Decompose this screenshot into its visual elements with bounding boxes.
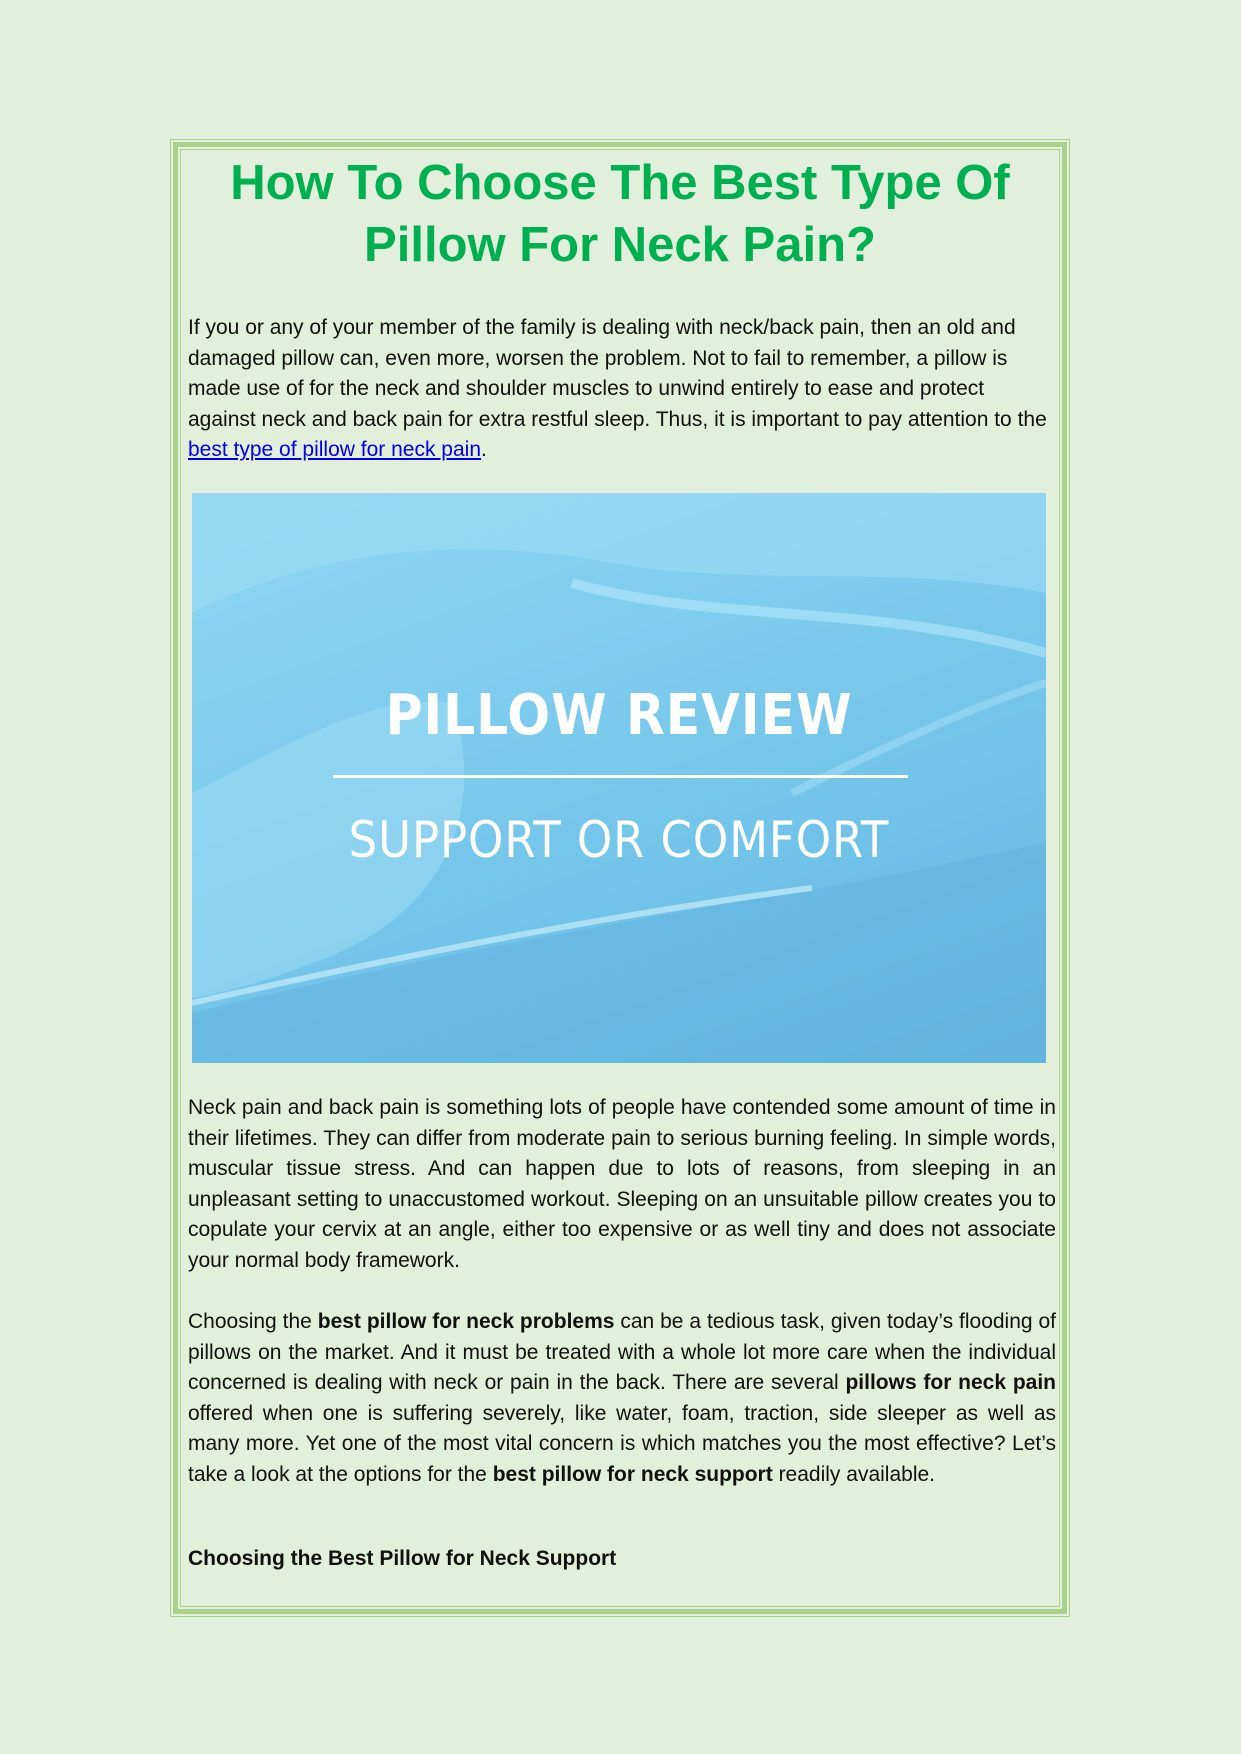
page-title xyxy=(190,152,1050,276)
pillow-type-link[interactable]: best type of pillow for neck pain xyxy=(188,438,481,462)
hero-headline: PILLOW REVIEW xyxy=(385,683,853,748)
hero-subheadline: SUPPORT OR COMFORT xyxy=(348,811,890,869)
bold-keyword: best pillow for neck problems xyxy=(317,1310,615,1333)
page-title-line-1: How To Choose The Best Type Of xyxy=(230,156,1010,210)
intro-paragraph xyxy=(188,313,1056,466)
hero-image xyxy=(192,493,1046,1063)
body-paragraph-neck-pain: Neck pain and back pain is something lots of people have contended some amount of time in their lifetimes. They can differ from moderate pain to serious burning feeling. In simple words, muscular tissue stress. And can happen due to lots of reasons, from sleeping in an unpleasant setting to unaccustomed workout. Sleeping on an unsuitable pillow creates you to copulate your cervix at an angle, either too expensive or as well tiny and does not associate your normal body framework. xyxy=(188,1096,1056,1272)
pillow-background-illustration xyxy=(192,493,1046,1063)
body-paragraph-choosing xyxy=(188,1307,1056,1491)
paragraph-text: Choosing the xyxy=(188,1310,318,1333)
page-title-line-2: Pillow For Neck Pain? xyxy=(364,218,876,272)
paragraph-text: can be a tedious task, given today’s flooding of pillows on the market. And it must be treated with a whole lot more care when the individual concerned is dealing with neck or pain in the back. There are several xyxy=(188,1310,1057,1395)
paragraph-text: readily available. xyxy=(772,1462,935,1486)
hero-divider xyxy=(333,775,908,778)
intro-text-end: . xyxy=(481,438,487,462)
section-heading: Choosing the Best Pillow for Neck Support xyxy=(188,1547,617,1570)
paragraph-text: offered when one is suffering severely, like water, foam, traction, side sleeper as well as many more. Yet one of the most vital concern is which matches you the most effective? Let’s take a look at the options for the xyxy=(188,1401,1056,1486)
intro-text: If you or any of your member of the family is dealing with neck/back pain, then an old and damaged pillow can, even more, worsen the problem. Not to fail to remember, a pillow is made use of for the neck and shoulder muscles to unwind entirely to ease and protect against neck and back pain for extra restful sleep. Thus, it is important to pay attention to the xyxy=(188,316,1047,431)
bold-keyword: pillows for neck pain xyxy=(845,1371,1056,1395)
bold-keyword: best pillow for neck support xyxy=(492,1462,773,1486)
